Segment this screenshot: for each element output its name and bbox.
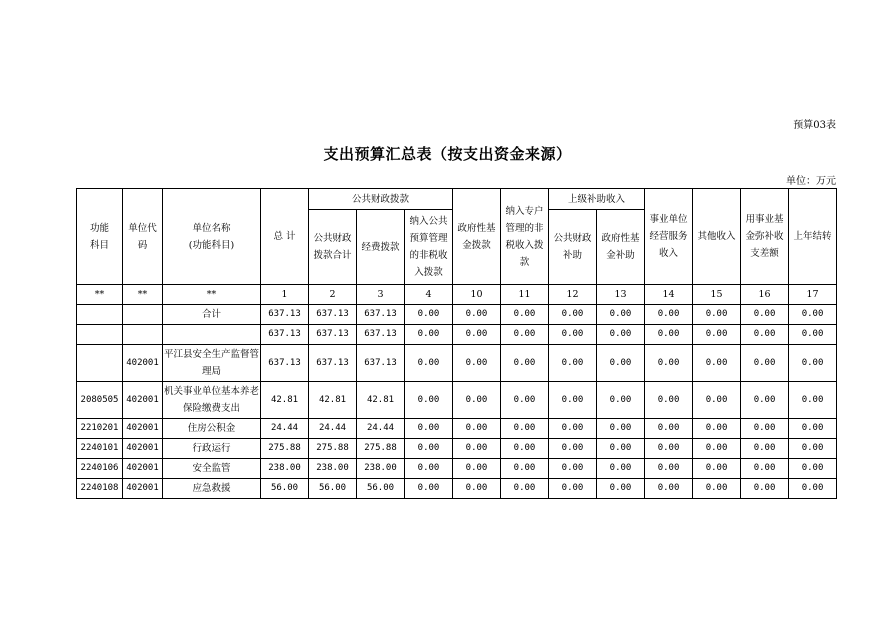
header-unit-name: 单位名称 (功能科目) xyxy=(163,189,261,285)
amount-cell: 0.00 xyxy=(597,305,645,325)
header-non-tax: 纳入公共 预算管理 的非税收 入拨款 xyxy=(405,210,453,285)
amount-cell: 56.00 xyxy=(357,479,405,499)
func-code-cell: 2240101 xyxy=(77,439,123,459)
amount-cell: 0.00 xyxy=(645,439,693,459)
amount-cell: 637.13 xyxy=(261,325,309,345)
index-cell: 15 xyxy=(693,285,741,305)
amount-cell: 275.88 xyxy=(309,439,357,459)
amount-cell: 0.00 xyxy=(789,345,837,382)
table-row xyxy=(77,439,837,459)
amount-cell: 0.00 xyxy=(597,419,645,439)
amount-cell: 42.81 xyxy=(309,382,357,419)
amount-cell: 0.00 xyxy=(549,419,597,439)
header-public-fiscal: 公共财政拨款 xyxy=(309,189,453,210)
table-row xyxy=(77,479,837,499)
amount-cell: 0.00 xyxy=(453,439,501,459)
header-row-top xyxy=(77,189,837,210)
table-row xyxy=(77,382,837,419)
amount-cell: 0.00 xyxy=(597,439,645,459)
amount-cell: 637.13 xyxy=(357,325,405,345)
index-cell: 12 xyxy=(549,285,597,305)
amount-cell: 0.00 xyxy=(549,459,597,479)
unit-code-cell: 402001 xyxy=(123,459,163,479)
header-carry-over: 上年结转 xyxy=(789,189,837,285)
amount-cell: 24.44 xyxy=(261,419,309,439)
func-code-cell: 2240108 xyxy=(77,479,123,499)
amount-cell: 0.00 xyxy=(405,459,453,479)
amount-cell: 0.00 xyxy=(645,382,693,419)
index-cell: 1 xyxy=(261,285,309,305)
amount-cell: 0.00 xyxy=(549,325,597,345)
amount-cell: 56.00 xyxy=(261,479,309,499)
amount-cell: 0.00 xyxy=(501,325,549,345)
header-func-code: 功能 科目 xyxy=(77,189,123,285)
amount-cell: 0.00 xyxy=(789,479,837,499)
header-superior-subsidy: 上级补助收入 xyxy=(549,189,645,210)
amount-cell: 0.00 xyxy=(501,382,549,419)
amount-cell: 0.00 xyxy=(645,459,693,479)
amount-cell: 0.00 xyxy=(789,459,837,479)
index-cell: 16 xyxy=(741,285,789,305)
amount-cell: 637.13 xyxy=(261,345,309,382)
table-row xyxy=(77,345,837,382)
amount-cell: 637.13 xyxy=(357,345,405,382)
budget-table xyxy=(76,188,837,499)
form-number: 预算03表 xyxy=(793,120,836,131)
amount-cell: 0.00 xyxy=(597,345,645,382)
amount-cell: 238.00 xyxy=(261,459,309,479)
header-public-fiscal-total: 公共财政 拨款合计 xyxy=(309,210,357,285)
amount-cell: 0.00 xyxy=(645,325,693,345)
amount-cell: 0.00 xyxy=(789,325,837,345)
header-unit-code: 单位代码 xyxy=(123,189,163,285)
amount-cell: 0.00 xyxy=(741,325,789,345)
amount-cell: 0.00 xyxy=(453,325,501,345)
index-cell: 13 xyxy=(597,285,645,305)
func-code-cell xyxy=(77,325,123,345)
header-business-income: 事业单位 经营服务 收入 xyxy=(645,189,693,285)
amount-cell: 0.00 xyxy=(693,325,741,345)
amount-cell: 0.00 xyxy=(645,419,693,439)
amount-cell: 0.00 xyxy=(741,305,789,325)
amount-cell: 0.00 xyxy=(789,419,837,439)
index-cell: ** xyxy=(163,285,261,305)
table-row xyxy=(77,419,837,439)
func-code-cell xyxy=(77,305,123,325)
unit-name-cell: 合计 xyxy=(163,305,261,325)
amount-cell: 0.00 xyxy=(405,419,453,439)
unit-code-cell xyxy=(123,325,163,345)
index-cell: 3 xyxy=(357,285,405,305)
amount-cell: 0.00 xyxy=(597,382,645,419)
func-code-cell xyxy=(77,345,123,382)
unit-code-cell: 402001 xyxy=(123,419,163,439)
table-row xyxy=(77,459,837,479)
amount-cell: 0.00 xyxy=(597,479,645,499)
amount-cell: 0.00 xyxy=(693,479,741,499)
amount-cell: 0.00 xyxy=(501,459,549,479)
index-cell: 4 xyxy=(405,285,453,305)
header-gov-fund: 政府性基 金拨款 xyxy=(453,189,501,285)
table-row xyxy=(77,305,837,325)
index-cell: 17 xyxy=(789,285,837,305)
unit-name-cell xyxy=(163,325,261,345)
amount-cell: 0.00 xyxy=(405,479,453,499)
amount-cell: 0.00 xyxy=(693,305,741,325)
amount-cell: 0.00 xyxy=(741,439,789,459)
header-total: 总 计 xyxy=(261,189,309,285)
amount-cell: 0.00 xyxy=(405,382,453,419)
amount-cell: 0.00 xyxy=(549,382,597,419)
index-cell: 14 xyxy=(645,285,693,305)
amount-cell: 0.00 xyxy=(789,439,837,459)
amount-cell: 0.00 xyxy=(741,382,789,419)
amount-cell: 0.00 xyxy=(597,459,645,479)
amount-cell: 0.00 xyxy=(741,479,789,499)
amount-cell: 0.00 xyxy=(453,479,501,499)
header-expense-fund: 经费拨款 xyxy=(357,210,405,285)
unit-code-cell: 402001 xyxy=(123,479,163,499)
amount-cell: 0.00 xyxy=(693,439,741,459)
header-reserve: 用事业基 金弥补收 支差额 xyxy=(741,189,789,285)
amount-cell: 0.00 xyxy=(549,479,597,499)
table-row xyxy=(77,325,837,345)
amount-cell: 0.00 xyxy=(453,305,501,325)
unit-code-cell: 402001 xyxy=(123,439,163,459)
amount-cell: 0.00 xyxy=(405,439,453,459)
amount-cell: 0.00 xyxy=(453,459,501,479)
amount-cell: 0.00 xyxy=(597,325,645,345)
amount-cell: 0.00 xyxy=(501,439,549,459)
unit-code-cell: 402001 xyxy=(123,345,163,382)
amount-cell: 0.00 xyxy=(501,305,549,325)
amount-cell: 0.00 xyxy=(693,459,741,479)
amount-cell: 0.00 xyxy=(501,419,549,439)
amount-cell: 275.88 xyxy=(357,439,405,459)
func-code-cell: 2240106 xyxy=(77,459,123,479)
header-special-non-tax: 纳入专户 管理的非 税收入拨 款 xyxy=(501,189,549,285)
amount-cell: 24.44 xyxy=(309,419,357,439)
amount-cell: 0.00 xyxy=(405,325,453,345)
index-cell: ** xyxy=(77,285,123,305)
unit-name-cell: 平江县安全生产监督管理局 xyxy=(163,345,261,382)
unit-name-cell: 住房公积金 xyxy=(163,419,261,439)
unit-name-cell: 行政运行 xyxy=(163,439,261,459)
amount-cell: 0.00 xyxy=(693,419,741,439)
amount-cell: 0.00 xyxy=(501,479,549,499)
amount-cell: 637.13 xyxy=(357,305,405,325)
amount-cell: 0.00 xyxy=(789,382,837,419)
amount-cell: 0.00 xyxy=(789,305,837,325)
amount-cell: 0.00 xyxy=(693,345,741,382)
amount-cell: 0.00 xyxy=(405,345,453,382)
amount-cell: 0.00 xyxy=(741,459,789,479)
amount-cell: 238.00 xyxy=(309,459,357,479)
amount-cell: 637.13 xyxy=(309,305,357,325)
amount-cell: 42.81 xyxy=(261,382,309,419)
index-cell: 11 xyxy=(501,285,549,305)
amount-cell: 0.00 xyxy=(645,345,693,382)
index-cell: 2 xyxy=(309,285,357,305)
header-other-income: 其他收入 xyxy=(693,189,741,285)
amount-cell: 0.00 xyxy=(693,382,741,419)
amount-cell: 0.00 xyxy=(501,345,549,382)
amount-cell: 0.00 xyxy=(453,419,501,439)
unit-name-cell: 安全监管 xyxy=(163,459,261,479)
amount-cell: 0.00 xyxy=(549,305,597,325)
header-public-fiscal-subsidy: 公共财政 补助 xyxy=(549,210,597,285)
unit-name-cell: 应急救援 xyxy=(163,479,261,499)
amount-cell: 637.13 xyxy=(261,305,309,325)
amount-cell: 42.81 xyxy=(357,382,405,419)
amount-cell: 56.00 xyxy=(309,479,357,499)
amount-cell: 0.00 xyxy=(453,345,501,382)
index-cell: ** xyxy=(123,285,163,305)
index-cell: 10 xyxy=(453,285,501,305)
unit-label: 单位：万元 xyxy=(786,176,836,187)
unit-code-cell xyxy=(123,305,163,325)
amount-cell: 0.00 xyxy=(645,305,693,325)
amount-cell: 0.00 xyxy=(645,479,693,499)
amount-cell: 0.00 xyxy=(549,345,597,382)
amount-cell: 0.00 xyxy=(741,345,789,382)
amount-cell: 0.00 xyxy=(405,305,453,325)
index-row xyxy=(77,285,837,305)
amount-cell: 275.88 xyxy=(261,439,309,459)
page-title: 支出预算汇总表（按支出资金来源） xyxy=(323,145,572,163)
func-code-cell: 2080505 xyxy=(77,382,123,419)
amount-cell: 0.00 xyxy=(453,382,501,419)
amount-cell: 238.00 xyxy=(357,459,405,479)
amount-cell: 0.00 xyxy=(549,439,597,459)
amount-cell: 637.13 xyxy=(309,325,357,345)
amount-cell: 24.44 xyxy=(357,419,405,439)
func-code-cell: 2210201 xyxy=(77,419,123,439)
unit-code-cell: 402001 xyxy=(123,382,163,419)
amount-cell: 0.00 xyxy=(741,419,789,439)
header-gov-fund-subsidy: 政府性基 金补助 xyxy=(597,210,645,285)
unit-name-cell: 机关事业单位基本养老保险缴费支出 xyxy=(163,382,261,419)
amount-cell: 637.13 xyxy=(309,345,357,382)
